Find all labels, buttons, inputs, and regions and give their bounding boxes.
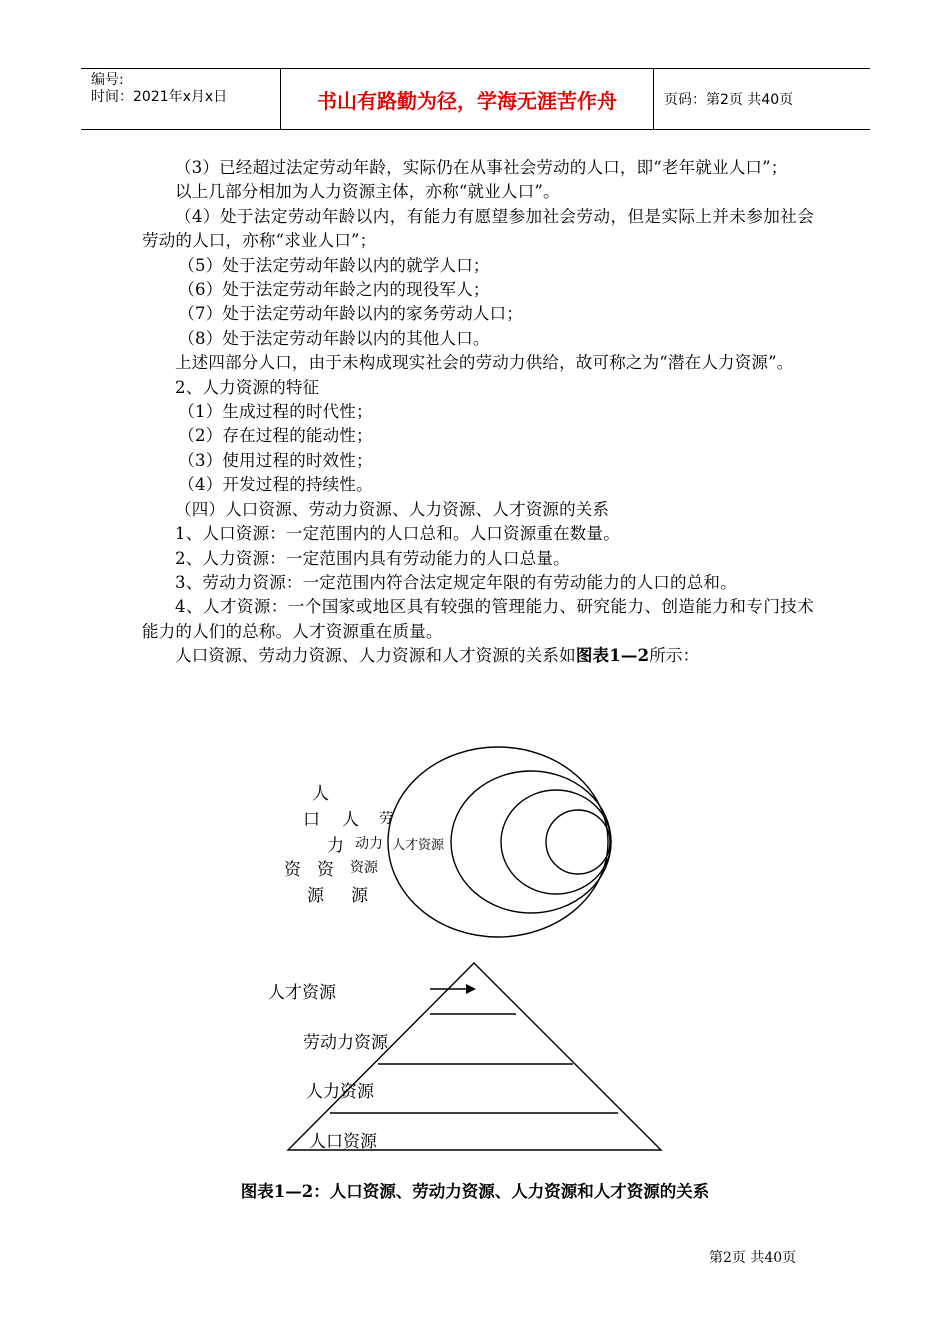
pyramid-label-population: 人口资源 bbox=[309, 1132, 377, 1152]
paragraph: （4）开发过程的持续性。 bbox=[178, 475, 373, 495]
paragraph: （四）人口资源、劳动力资源、人力资源、人才资源的关系 bbox=[175, 499, 610, 519]
ellipse-label-human-4: 源 bbox=[351, 886, 368, 906]
paragraph: 2、人力资源的特征 bbox=[175, 377, 320, 397]
paragraph: 3、劳动力资源：一定范围内符合法定规定年限的有劳动能力的人口的总和。 bbox=[175, 572, 737, 592]
ellipse-label-labor-top: 劳 bbox=[379, 811, 393, 827]
ellipse-label-pop-2: 口 bbox=[303, 810, 320, 830]
header-number-label: 编号: bbox=[91, 72, 124, 88]
header-time-label: 时间：2021年x月x日 bbox=[91, 89, 228, 105]
page-footer: 第2页 共40页 bbox=[709, 1250, 797, 1266]
paragraph: 上述四部分人口，由于未构成现实社会的劳动力供给，故可称之为“潜在人力资源”。 bbox=[175, 353, 794, 373]
paragraph: 1、人口资源：一定范围内的人口总和。人口资源重在数量。 bbox=[175, 524, 620, 544]
ellipse-label-labor-bottom: 资源 bbox=[350, 860, 378, 876]
paragraph: （6）处于法定劳动年龄之内的现役军人； bbox=[178, 280, 490, 300]
ellipse-label-human-3: 资 bbox=[317, 860, 334, 880]
paragraph: （2）存在过程的能动性； bbox=[178, 426, 373, 446]
paragraph: （8）处于法定劳动年龄以内的其他人口。 bbox=[178, 328, 490, 348]
paragraph: 2、人力资源：一定范围内具有劳动能力的人口总量。 bbox=[175, 548, 570, 568]
paragraph-figure-ref: 人口资源、劳动力资源、人力资源和人才资源的关系如图表1—2所示： bbox=[175, 646, 700, 666]
ellipse-label-pop-4: 源 bbox=[307, 886, 324, 906]
header-motto: 书山有路勤为径，学海无涯苦作舟 bbox=[281, 69, 654, 129]
paragraph: （4）处于法定劳动年龄以内，有能力有愿望参加社会劳动，但是实际上并未参加社会劳动的人口，亦称“求业人口”； bbox=[142, 206, 814, 251]
ellipse-labor bbox=[501, 790, 611, 894]
arrow-head-icon bbox=[466, 984, 476, 994]
paragraph: （5）处于法定劳动年龄以内的就学人口； bbox=[178, 255, 490, 275]
figure-ref: 图表1—2 bbox=[575, 646, 650, 666]
paragraph: （1）生成过程的时代性； bbox=[178, 402, 373, 422]
pyramid-outline bbox=[288, 963, 661, 1150]
paragraph: （3）已经超过法定劳动年龄，实际仍在从事社会劳动的人口，即“老年就业人口”； bbox=[175, 158, 788, 177]
ellipse-label-pop-3: 资 bbox=[284, 860, 301, 880]
ellipse-talent bbox=[546, 810, 610, 874]
figure-caption: 图表1—2：人口资源、劳动力资源、人力资源和人才资源的关系 bbox=[240, 1182, 710, 1201]
paragraph: （3）使用过程的时效性； bbox=[178, 450, 373, 470]
ellipse-label-human-2: 力 bbox=[327, 836, 344, 856]
ellipse-label-labor-mid: 动力 bbox=[355, 836, 383, 852]
header-page-info: 页码：第2页 共40页 bbox=[664, 92, 794, 108]
ellipse-label-pop-1: 人 bbox=[312, 784, 329, 804]
pyramid-label-talent: 人才资源 bbox=[268, 983, 336, 1003]
paragraph: （7）处于法定劳动年龄以内的家务劳动人口； bbox=[178, 304, 523, 324]
pyramid-label-labor: 劳动力资源 bbox=[303, 1033, 388, 1053]
paragraph: 4、人才资源：一个国家或地区具有较强的管理能力、研究能力、创造能力和专门技术能力的人们的总称。人才资源重在质量。 bbox=[142, 597, 814, 641]
ellipse-label-human-1: 人 bbox=[342, 810, 359, 830]
paragraph: 以上几部分相加为人力资源主体，亦称“就业人口”。 bbox=[175, 182, 560, 202]
ellipse-label-talent: 人才资源 bbox=[392, 838, 445, 853]
pyramid-label-human: 人力资源 bbox=[306, 1082, 374, 1102]
ellipse-human bbox=[451, 771, 611, 913]
